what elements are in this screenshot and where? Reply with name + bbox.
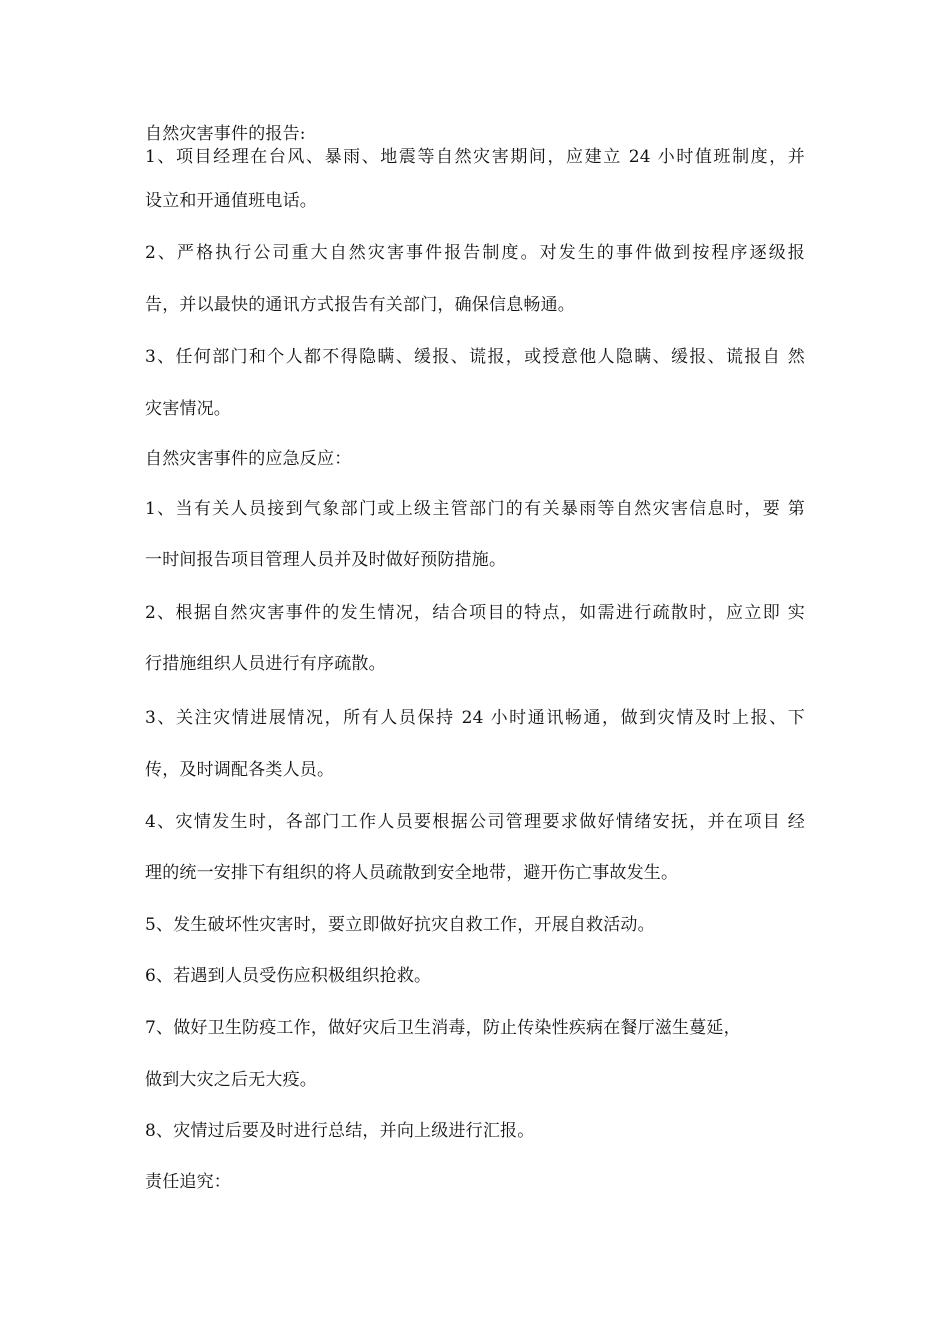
paragraph-line: 行措施组织人员进行有序疏散。 xyxy=(145,654,386,674)
paragraph-line: 3、关注灾情进展情况，所有人员保持 24 小时通讯畅通，做到灾情及时上报、下 xyxy=(145,708,805,728)
paragraph-line: 设立和开通值班电话。 xyxy=(145,191,317,211)
paragraph-line: 理的统一安排下有组织的将人员疏散到安全地带，避开伤亡事故发生。 xyxy=(145,863,679,883)
paragraph-line: 告，并以最快的通讯方式报告有关部门，确保信息畅通。 xyxy=(145,295,575,315)
paragraph-line: 1、当有关人员接到气象部门或上级主管部门的有关暴雨等自然灾害信息时，要 第 xyxy=(145,499,805,519)
paragraph-line: 1、项目经理在台风、暴雨、地震等自然灾害期间，应建立 24 小时值班制度，并 xyxy=(145,147,805,167)
paragraph-line: 5、发生破坏性灾害时，要立即做好抗灾自救工作，开展自救活动。 xyxy=(145,915,655,935)
paragraph-line: 8、灾情过后要及时进行总结，并向上级进行汇报。 xyxy=(145,1121,535,1141)
section-heading-report: 自然灾害事件的报告: xyxy=(145,124,306,144)
paragraph-line: 6、若遇到人员受伤应积极组织抢救。 xyxy=(145,966,432,986)
section-heading-response: 自然灾害事件的应急反应： xyxy=(145,449,352,469)
paragraph-line: 7、做好卫生防疫工作，做好灾后卫生消毒，防止传染性疾病在餐厅滋生蔓延， xyxy=(145,1018,741,1038)
paragraph-line: 2、根据自然灾害事件的发生情况，结合项目的特点，如需进行疏散时，应立即 实 xyxy=(145,603,805,623)
section-heading-accountability: 责任追究： xyxy=(145,1172,231,1192)
paragraph-line: 2、严格执行公司重大自然灾害事件报告制度。对发生的事件做到按程序逐级报 xyxy=(145,243,805,263)
paragraph-line: 传，及时调配各类人员。 xyxy=(145,760,335,780)
paragraph-line: 灾害情况。 xyxy=(145,399,231,419)
paragraph-line: 做到大灾之后无大疫。 xyxy=(145,1070,317,1090)
paragraph-line: 一时间报告项目管理人员并及时做好预防措施。 xyxy=(145,550,507,570)
paragraph-line: 3、任何部门和个人都不得隐瞒、缓报、谎报，或授意他人隐瞒、缓报、谎报自 然 xyxy=(145,347,805,367)
paragraph-line: 4、灾情发生时，各部门工作人员要根据公司管理要求做好情绪安抚，并在项目 经 xyxy=(145,812,805,832)
